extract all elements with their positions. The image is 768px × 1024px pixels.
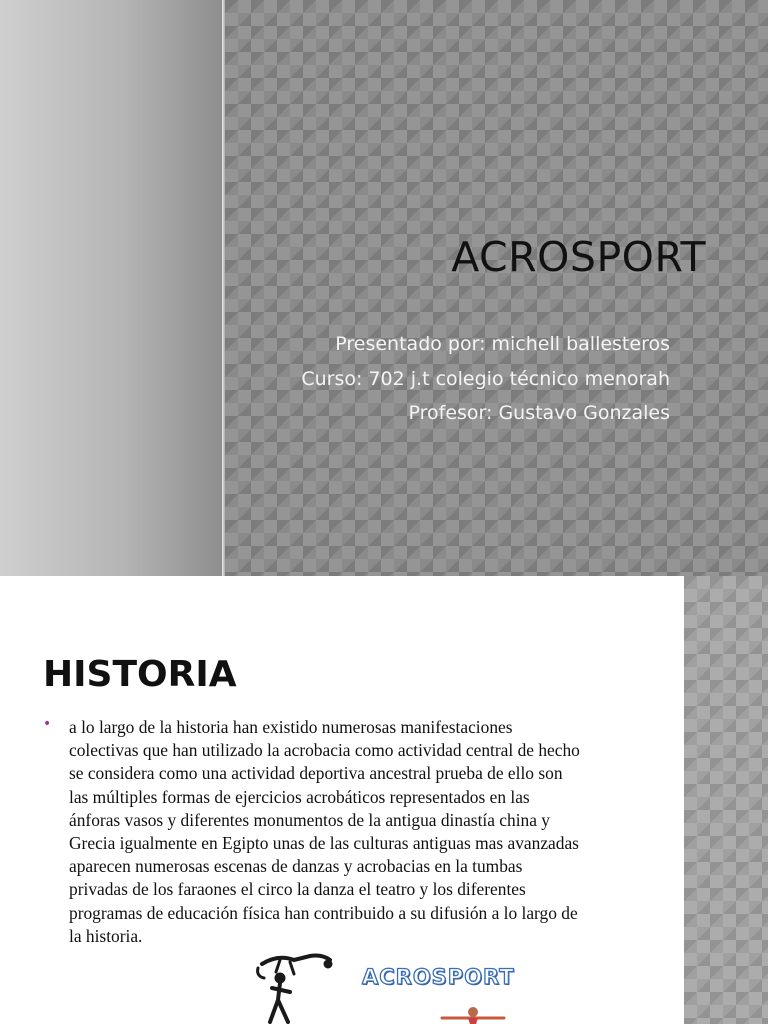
- course-line: Curso: 702 j.t colegio técnico menorah: [301, 367, 670, 390]
- history-slide: [0, 576, 768, 1024]
- history-paragraph: [69, 716, 644, 948]
- teacher-line: Profesor: Gustavo Gonzales: [408, 402, 670, 424]
- patterned-panel: [225, 0, 768, 576]
- history-heading: HISTORIA: [43, 654, 237, 695]
- body-line: la historia.: [69, 925, 143, 946]
- slide-subtitle: [301, 327, 670, 431]
- presenter-line: Presentado por: michell ballesteros: [335, 333, 670, 355]
- slide-title: ACROSPORT: [451, 233, 706, 281]
- body-line: ánforas vasos y diferentes monumentos de la antigua dinastía china y: [69, 809, 551, 830]
- bullet-icon: •: [43, 716, 52, 732]
- body-line: las múltiples formas de ejercicios acrobáticos representados en las: [69, 786, 530, 807]
- patterned-side-strip: [684, 576, 768, 1024]
- left-gradient-panel: [0, 0, 222, 576]
- body-line: aparecen numerosas escenas de danzas y acrobacias en la tumbas: [69, 856, 523, 877]
- body-line: privadas de los faraones el circo la danza el teatro y los diferentes: [69, 879, 526, 900]
- body-line: Grecia igualmente en Egipto unas de las culturas antiguas mas avanzadas: [69, 833, 579, 854]
- gymnast-figure-icon: [438, 1004, 508, 1024]
- acrosport-logo: ACROSPORT: [362, 965, 515, 989]
- body-line: a lo largo de la historia han existido numerosas manifestaciones: [69, 717, 513, 737]
- body-line: programas de educación física han contribuido a su difusión a lo largo de: [69, 902, 578, 923]
- body-line: colectivas que han utilizado la acrobacia como actividad central de hecho: [69, 740, 580, 761]
- acrobat-pair-icon: [250, 948, 340, 1024]
- body-line: se considera como una actividad deportiva ancestral prueba de ello son: [69, 763, 563, 784]
